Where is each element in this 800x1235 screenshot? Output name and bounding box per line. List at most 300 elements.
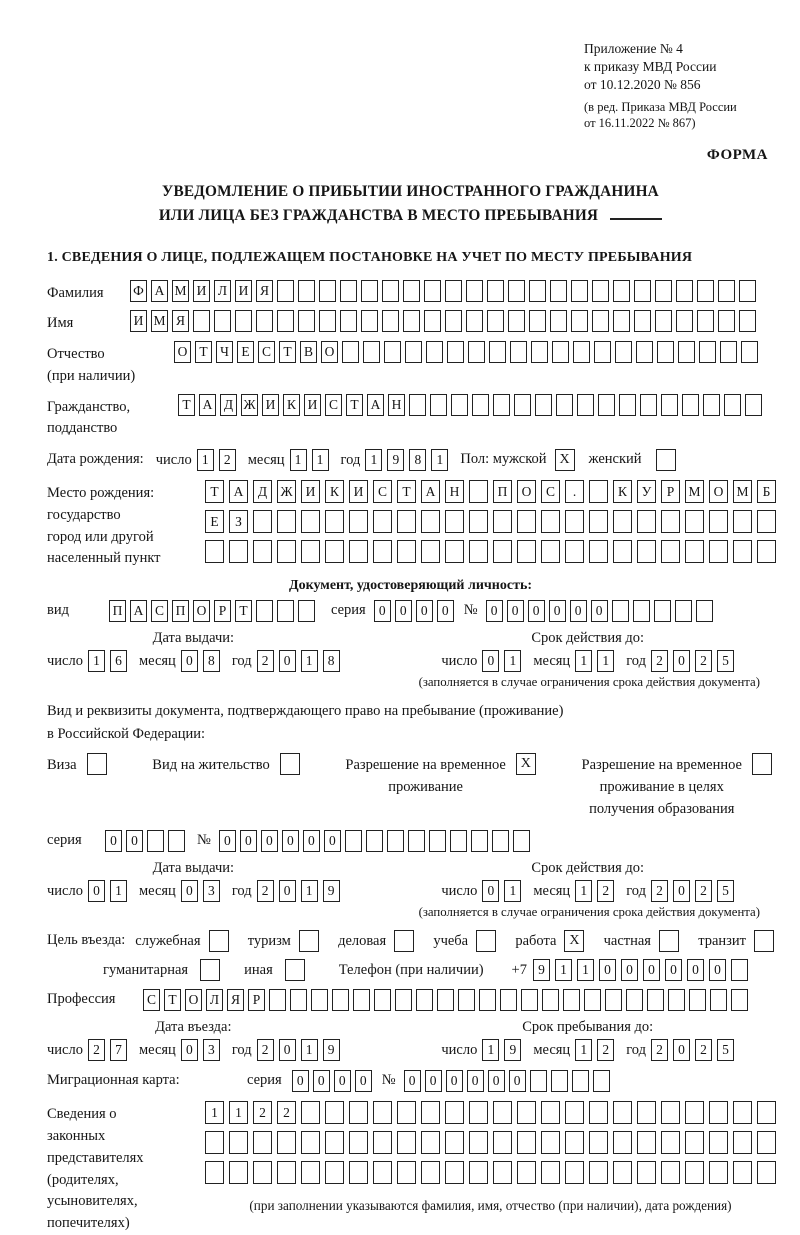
char-cell[interactable]: [571, 280, 588, 302]
char-cell[interactable]: [408, 830, 425, 852]
char-cell[interactable]: [353, 989, 370, 1011]
char-cell[interactable]: [487, 310, 504, 332]
char-cell[interactable]: [675, 600, 692, 622]
char-cell[interactable]: Ж: [277, 480, 296, 503]
char-cell[interactable]: Т: [397, 480, 416, 503]
char-cell[interactable]: [472, 394, 489, 416]
char-cell[interactable]: [469, 540, 488, 563]
char-cell[interactable]: 1: [365, 449, 382, 471]
char-cell[interactable]: 0: [279, 1039, 296, 1061]
char-cell[interactable]: 1: [229, 1101, 248, 1124]
char-cell[interactable]: [325, 540, 344, 563]
char-cell[interactable]: [319, 310, 336, 332]
char-cell[interactable]: [592, 280, 609, 302]
char-cell[interactable]: [445, 1161, 464, 1184]
purpose-work-checkbox[interactable]: X: [564, 930, 584, 952]
char-cell[interactable]: [487, 280, 504, 302]
purpose-business-checkbox[interactable]: [394, 930, 414, 952]
char-cell[interactable]: [613, 1101, 632, 1124]
char-cell[interactable]: [397, 540, 416, 563]
char-cell[interactable]: [573, 341, 590, 363]
char-cell[interactable]: [340, 280, 357, 302]
char-cell[interactable]: [521, 989, 538, 1011]
char-cell[interactable]: [517, 1131, 536, 1154]
char-cell[interactable]: Ж: [241, 394, 258, 416]
char-cell[interactable]: О: [517, 480, 536, 503]
char-cell[interactable]: И: [304, 394, 321, 416]
char-cell[interactable]: [657, 341, 674, 363]
char-cell[interactable]: 1: [88, 650, 105, 672]
char-cell[interactable]: [301, 510, 320, 533]
char-cell[interactable]: 0: [509, 1070, 526, 1092]
char-cell[interactable]: [612, 600, 629, 622]
char-cell[interactable]: [647, 989, 664, 1011]
char-cell[interactable]: Р: [248, 989, 265, 1011]
char-cell[interactable]: [409, 394, 426, 416]
char-cell[interactable]: [421, 540, 440, 563]
char-cell[interactable]: [530, 1070, 547, 1092]
char-cell[interactable]: [319, 280, 336, 302]
char-cell[interactable]: 2: [257, 880, 274, 902]
char-cell[interactable]: [349, 1131, 368, 1154]
char-cell[interactable]: [589, 1101, 608, 1124]
char-cell[interactable]: [468, 341, 485, 363]
char-cell[interactable]: [613, 280, 630, 302]
char-cell[interactable]: А: [199, 394, 216, 416]
char-cell[interactable]: [469, 1161, 488, 1184]
char-cell[interactable]: 0: [482, 880, 499, 902]
char-cell[interactable]: [685, 1161, 704, 1184]
char-cell[interactable]: [710, 989, 727, 1011]
char-cell[interactable]: 0: [673, 1039, 690, 1061]
char-cell[interactable]: 0: [240, 830, 257, 852]
char-cell[interactable]: [676, 280, 693, 302]
char-cell[interactable]: Д: [253, 480, 272, 503]
char-cell[interactable]: [489, 341, 506, 363]
char-cell[interactable]: [345, 830, 362, 852]
char-cell[interactable]: 2: [88, 1039, 105, 1061]
char-cell[interactable]: 0: [486, 600, 503, 622]
char-cell[interactable]: [349, 1101, 368, 1124]
char-cell[interactable]: [541, 540, 560, 563]
char-cell[interactable]: 1: [301, 1039, 318, 1061]
char-cell[interactable]: [277, 280, 294, 302]
char-cell[interactable]: [469, 480, 488, 503]
char-cell[interactable]: Л: [206, 989, 223, 1011]
char-cell[interactable]: [349, 510, 368, 533]
char-cell[interactable]: [458, 989, 475, 1011]
char-cell[interactable]: Т: [205, 480, 224, 503]
char-cell[interactable]: [605, 989, 622, 1011]
char-cell[interactable]: 0: [303, 830, 320, 852]
char-cell[interactable]: [447, 341, 464, 363]
char-cell[interactable]: [598, 394, 615, 416]
char-cell[interactable]: 0: [219, 830, 236, 852]
char-cell[interactable]: [661, 1101, 680, 1124]
char-cell[interactable]: Р: [214, 600, 231, 622]
char-cell[interactable]: 1: [555, 959, 572, 981]
char-cell[interactable]: [373, 510, 392, 533]
char-cell[interactable]: Т: [346, 394, 363, 416]
char-cell[interactable]: [589, 510, 608, 533]
sex-female-checkbox[interactable]: [656, 449, 676, 471]
char-cell[interactable]: 0: [126, 830, 143, 852]
char-cell[interactable]: [445, 1131, 464, 1154]
char-cell[interactable]: [493, 1161, 512, 1184]
char-cell[interactable]: [445, 280, 462, 302]
char-cell[interactable]: 0: [279, 650, 296, 672]
char-cell[interactable]: 9: [323, 880, 340, 902]
char-cell[interactable]: И: [193, 280, 210, 302]
char-cell[interactable]: [541, 1161, 560, 1184]
char-cell[interactable]: А: [130, 600, 147, 622]
char-cell[interactable]: 0: [416, 600, 433, 622]
char-cell[interactable]: [479, 989, 496, 1011]
char-cell[interactable]: [757, 510, 776, 533]
residence-permit-checkbox[interactable]: [280, 753, 300, 775]
char-cell[interactable]: 0: [687, 959, 704, 981]
char-cell[interactable]: [373, 540, 392, 563]
char-cell[interactable]: И: [130, 310, 147, 332]
char-cell[interactable]: [298, 600, 315, 622]
char-cell[interactable]: [655, 280, 672, 302]
char-cell[interactable]: Ф: [130, 280, 147, 302]
char-cell[interactable]: 2: [651, 880, 668, 902]
char-cell[interactable]: [550, 310, 567, 332]
char-cell[interactable]: [277, 510, 296, 533]
char-cell[interactable]: [731, 989, 748, 1011]
char-cell[interactable]: 1: [301, 880, 318, 902]
char-cell[interactable]: 0: [181, 1039, 198, 1061]
char-cell[interactable]: 0: [621, 959, 638, 981]
char-cell[interactable]: 0: [507, 600, 524, 622]
char-cell[interactable]: [542, 989, 559, 1011]
char-cell[interactable]: 1: [312, 449, 329, 471]
char-cell[interactable]: Т: [279, 341, 296, 363]
char-cell[interactable]: [584, 989, 601, 1011]
char-cell[interactable]: [421, 1161, 440, 1184]
char-cell[interactable]: [277, 540, 296, 563]
char-cell[interactable]: 8: [323, 650, 340, 672]
char-cell[interactable]: [421, 1101, 440, 1124]
char-cell[interactable]: А: [229, 480, 248, 503]
char-cell[interactable]: [696, 600, 713, 622]
char-cell[interactable]: [235, 310, 252, 332]
char-cell[interactable]: [416, 989, 433, 1011]
char-cell[interactable]: [301, 1131, 320, 1154]
char-cell[interactable]: [709, 510, 728, 533]
char-cell[interactable]: [256, 310, 273, 332]
char-cell[interactable]: 1: [110, 880, 127, 902]
char-cell[interactable]: И: [349, 480, 368, 503]
char-cell[interactable]: 1: [431, 449, 448, 471]
char-cell[interactable]: Н: [445, 480, 464, 503]
char-cell[interactable]: [682, 394, 699, 416]
char-cell[interactable]: 2: [695, 1039, 712, 1061]
char-cell[interactable]: 0: [181, 880, 198, 902]
char-cell[interactable]: 2: [257, 650, 274, 672]
char-cell[interactable]: [703, 394, 720, 416]
char-cell[interactable]: [535, 394, 552, 416]
char-cell[interactable]: [615, 341, 632, 363]
char-cell[interactable]: [229, 1161, 248, 1184]
char-cell[interactable]: [253, 540, 272, 563]
char-cell[interactable]: [565, 510, 584, 533]
purpose-transit-checkbox[interactable]: [754, 930, 774, 952]
char-cell[interactable]: [689, 989, 706, 1011]
char-cell[interactable]: [340, 310, 357, 332]
char-cell[interactable]: [374, 989, 391, 1011]
char-cell[interactable]: Е: [237, 341, 254, 363]
char-cell[interactable]: 0: [395, 600, 412, 622]
purpose-official-checkbox[interactable]: [209, 930, 229, 952]
char-cell[interactable]: [637, 1131, 656, 1154]
char-cell[interactable]: [373, 1161, 392, 1184]
char-cell[interactable]: [661, 394, 678, 416]
char-cell[interactable]: [373, 1101, 392, 1124]
char-cell[interactable]: 2: [219, 449, 236, 471]
char-cell[interactable]: [471, 830, 488, 852]
char-cell[interactable]: 6: [110, 650, 127, 672]
char-cell[interactable]: 0: [549, 600, 566, 622]
char-cell[interactable]: 1: [575, 650, 592, 672]
char-cell[interactable]: [445, 540, 464, 563]
char-cell[interactable]: 0: [404, 1070, 421, 1092]
char-cell[interactable]: 0: [313, 1070, 330, 1092]
char-cell[interactable]: 0: [673, 880, 690, 902]
char-cell[interactable]: [757, 1101, 776, 1124]
char-cell[interactable]: [492, 830, 509, 852]
char-cell[interactable]: 2: [651, 1039, 668, 1061]
char-cell[interactable]: [277, 1131, 296, 1154]
char-cell[interactable]: 5: [717, 1039, 734, 1061]
char-cell[interactable]: [384, 341, 401, 363]
char-cell[interactable]: [229, 1131, 248, 1154]
char-cell[interactable]: [685, 1101, 704, 1124]
char-cell[interactable]: [551, 1070, 568, 1092]
char-cell[interactable]: [613, 1161, 632, 1184]
char-cell[interactable]: К: [325, 480, 344, 503]
char-cell[interactable]: [718, 280, 735, 302]
purpose-other-checkbox[interactable]: [285, 959, 305, 981]
char-cell[interactable]: [655, 310, 672, 332]
char-cell[interactable]: [325, 1131, 344, 1154]
char-cell[interactable]: [661, 540, 680, 563]
char-cell[interactable]: 1: [290, 449, 307, 471]
char-cell[interactable]: [387, 830, 404, 852]
char-cell[interactable]: [589, 1131, 608, 1154]
char-cell[interactable]: [349, 1161, 368, 1184]
char-cell[interactable]: [741, 341, 758, 363]
char-cell[interactable]: [571, 310, 588, 332]
char-cell[interactable]: М: [685, 480, 704, 503]
char-cell[interactable]: [205, 540, 224, 563]
char-cell[interactable]: [311, 989, 328, 1011]
char-cell[interactable]: 1: [205, 1101, 224, 1124]
char-cell[interactable]: [592, 310, 609, 332]
char-cell[interactable]: 5: [717, 650, 734, 672]
char-cell[interactable]: 0: [355, 1070, 372, 1092]
char-cell[interactable]: [301, 1101, 320, 1124]
char-cell[interactable]: 0: [279, 880, 296, 902]
char-cell[interactable]: [589, 1161, 608, 1184]
char-cell[interactable]: [637, 510, 656, 533]
char-cell[interactable]: [397, 1101, 416, 1124]
char-cell[interactable]: 2: [695, 880, 712, 902]
char-cell[interactable]: [469, 1131, 488, 1154]
char-cell[interactable]: [556, 394, 573, 416]
char-cell[interactable]: [424, 310, 441, 332]
char-cell[interactable]: [205, 1131, 224, 1154]
char-cell[interactable]: [277, 1161, 296, 1184]
char-cell[interactable]: [382, 280, 399, 302]
temp-residence-education-checkbox[interactable]: [752, 753, 772, 775]
char-cell[interactable]: [757, 1131, 776, 1154]
purpose-tourism-checkbox[interactable]: [299, 930, 319, 952]
char-cell[interactable]: [613, 510, 632, 533]
char-cell[interactable]: А: [421, 480, 440, 503]
char-cell[interactable]: [168, 830, 185, 852]
char-cell[interactable]: [613, 310, 630, 332]
char-cell[interactable]: [397, 1161, 416, 1184]
char-cell[interactable]: [563, 989, 580, 1011]
char-cell[interactable]: [676, 310, 693, 332]
char-cell[interactable]: [421, 510, 440, 533]
char-cell[interactable]: [301, 1161, 320, 1184]
char-cell[interactable]: [445, 1101, 464, 1124]
char-cell[interactable]: 0: [528, 600, 545, 622]
char-cell[interactable]: [397, 1131, 416, 1154]
char-cell[interactable]: [594, 341, 611, 363]
char-cell[interactable]: 1: [197, 449, 214, 471]
char-cell[interactable]: П: [172, 600, 189, 622]
char-cell[interactable]: [451, 394, 468, 416]
char-cell[interactable]: [445, 510, 464, 533]
char-cell[interactable]: И: [262, 394, 279, 416]
char-cell[interactable]: А: [367, 394, 384, 416]
char-cell[interactable]: П: [109, 600, 126, 622]
char-cell[interactable]: Д: [220, 394, 237, 416]
char-cell[interactable]: [733, 1161, 752, 1184]
char-cell[interactable]: 0: [488, 1070, 505, 1092]
char-cell[interactable]: [699, 341, 716, 363]
char-cell[interactable]: 0: [292, 1070, 309, 1092]
char-cell[interactable]: [724, 394, 741, 416]
char-cell[interactable]: 1: [504, 880, 521, 902]
char-cell[interactable]: 1: [301, 650, 318, 672]
char-cell[interactable]: 1: [504, 650, 521, 672]
char-cell[interactable]: [493, 1101, 512, 1124]
char-cell[interactable]: [373, 1131, 392, 1154]
char-cell[interactable]: [147, 830, 164, 852]
char-cell[interactable]: [510, 341, 527, 363]
char-cell[interactable]: Я: [256, 280, 273, 302]
char-cell[interactable]: 0: [599, 959, 616, 981]
char-cell[interactable]: 0: [709, 959, 726, 981]
char-cell[interactable]: О: [709, 480, 728, 503]
char-cell[interactable]: [565, 1101, 584, 1124]
char-cell[interactable]: 0: [482, 650, 499, 672]
char-cell[interactable]: [572, 1070, 589, 1092]
char-cell[interactable]: [619, 394, 636, 416]
char-cell[interactable]: [325, 1101, 344, 1124]
char-cell[interactable]: К: [613, 480, 632, 503]
char-cell[interactable]: [450, 830, 467, 852]
char-cell[interactable]: 2: [257, 1039, 274, 1061]
char-cell[interactable]: [403, 310, 420, 332]
char-cell[interactable]: 9: [504, 1039, 521, 1061]
char-cell[interactable]: [531, 341, 548, 363]
char-cell[interactable]: [739, 280, 756, 302]
char-cell[interactable]: 0: [282, 830, 299, 852]
char-cell[interactable]: [613, 1131, 632, 1154]
char-cell[interactable]: [720, 341, 737, 363]
char-cell[interactable]: [637, 540, 656, 563]
char-cell[interactable]: [733, 540, 752, 563]
char-cell[interactable]: [731, 959, 748, 981]
char-cell[interactable]: [697, 310, 714, 332]
char-cell[interactable]: 0: [334, 1070, 351, 1092]
char-cell[interactable]: [424, 280, 441, 302]
char-cell[interactable]: 1: [575, 880, 592, 902]
char-cell[interactable]: 2: [253, 1101, 272, 1124]
char-cell[interactable]: [552, 341, 569, 363]
char-cell[interactable]: 9: [533, 959, 550, 981]
char-cell[interactable]: 0: [324, 830, 341, 852]
char-cell[interactable]: И: [301, 480, 320, 503]
char-cell[interactable]: У: [637, 480, 656, 503]
char-cell[interactable]: [363, 341, 380, 363]
char-cell[interactable]: [277, 600, 294, 622]
char-cell[interactable]: [290, 989, 307, 1011]
char-cell[interactable]: [493, 540, 512, 563]
char-cell[interactable]: 0: [591, 600, 608, 622]
char-cell[interactable]: [757, 540, 776, 563]
char-cell[interactable]: [709, 1131, 728, 1154]
char-cell[interactable]: 0: [261, 830, 278, 852]
char-cell[interactable]: Ч: [216, 341, 233, 363]
char-cell[interactable]: Т: [164, 989, 181, 1011]
char-cell[interactable]: 0: [467, 1070, 484, 1092]
char-cell[interactable]: [229, 540, 248, 563]
char-cell[interactable]: [517, 1161, 536, 1184]
char-cell[interactable]: К: [283, 394, 300, 416]
char-cell[interactable]: 0: [181, 650, 198, 672]
purpose-study-checkbox[interactable]: [476, 930, 496, 952]
char-cell[interactable]: [709, 540, 728, 563]
char-cell[interactable]: 3: [203, 1039, 220, 1061]
char-cell[interactable]: [565, 540, 584, 563]
char-cell[interactable]: [382, 310, 399, 332]
char-cell[interactable]: Б: [757, 480, 776, 503]
char-cell[interactable]: С: [143, 989, 160, 1011]
char-cell[interactable]: [429, 830, 446, 852]
char-cell[interactable]: [469, 1101, 488, 1124]
char-cell[interactable]: [256, 600, 273, 622]
char-cell[interactable]: [697, 280, 714, 302]
char-cell[interactable]: С: [258, 341, 275, 363]
char-cell[interactable]: [634, 280, 651, 302]
char-cell[interactable]: 0: [374, 600, 391, 622]
char-cell[interactable]: [277, 310, 294, 332]
char-cell[interactable]: [733, 510, 752, 533]
purpose-humanitarian-checkbox[interactable]: [200, 959, 220, 981]
char-cell[interactable]: 2: [597, 880, 614, 902]
char-cell[interactable]: [626, 989, 643, 1011]
char-cell[interactable]: [298, 310, 315, 332]
char-cell[interactable]: [366, 830, 383, 852]
char-cell[interactable]: Я: [172, 310, 189, 332]
